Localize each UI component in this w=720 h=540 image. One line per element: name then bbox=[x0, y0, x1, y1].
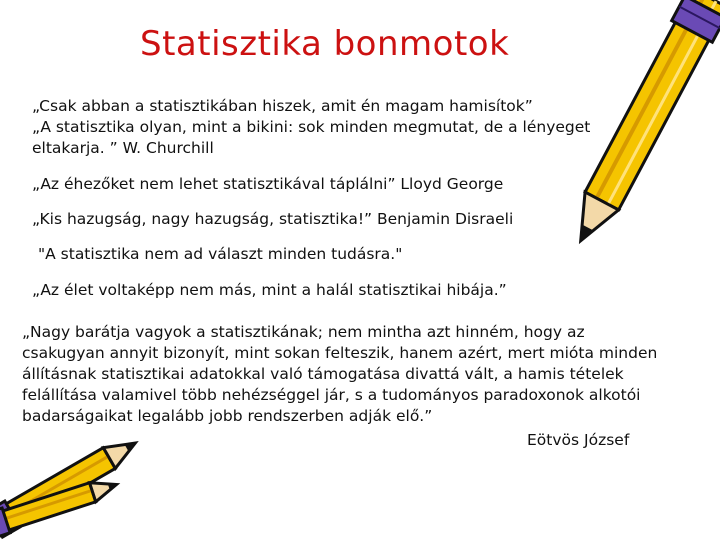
quote-4: "A statisztika nem ad választ minden tudásra." bbox=[38, 245, 403, 263]
quote-6: „Nagy barátja vagyok a statisztikának; nem mintha azt hinném, hogy az csakugyan annyit bizonyít, mint sokan felteszik, hanem azért, mert mióta minden állításnak statisztikai adatokkal való támogatása divattá vált, a hamis tételek felállítása valamivel több nehézséggel jár, s a tudományos paradoxonok alkotói badarságaikat legalább jobb rendszerben adják elő.” bbox=[22, 323, 663, 425]
quote-1: „Csak abban a statisztikában hiszek, amit én magam hamisítok” „A statisztika olyan, mint a bikini: sok minden megmutat, de a lényeget eltakarja. ” W. Churchill bbox=[32, 97, 591, 157]
quote-2: „Az éhezőket nem lehet statisztikával táplálni” Lloyd George bbox=[32, 175, 504, 193]
slide-title: Statisztika bonmotok bbox=[140, 24, 510, 64]
pencil-icon bbox=[555, 0, 720, 275]
quote-3: „Kis hazugság, nagy hazugság, statisztika!” Benjamin Disraeli bbox=[32, 210, 514, 228]
pencil-icon bbox=[0, 465, 130, 540]
quote-5: „Az élet voltaképp nem más, mint a halál statisztikai hibája.” bbox=[32, 281, 507, 299]
quote-6-author: Eötvös József bbox=[527, 431, 630, 449]
